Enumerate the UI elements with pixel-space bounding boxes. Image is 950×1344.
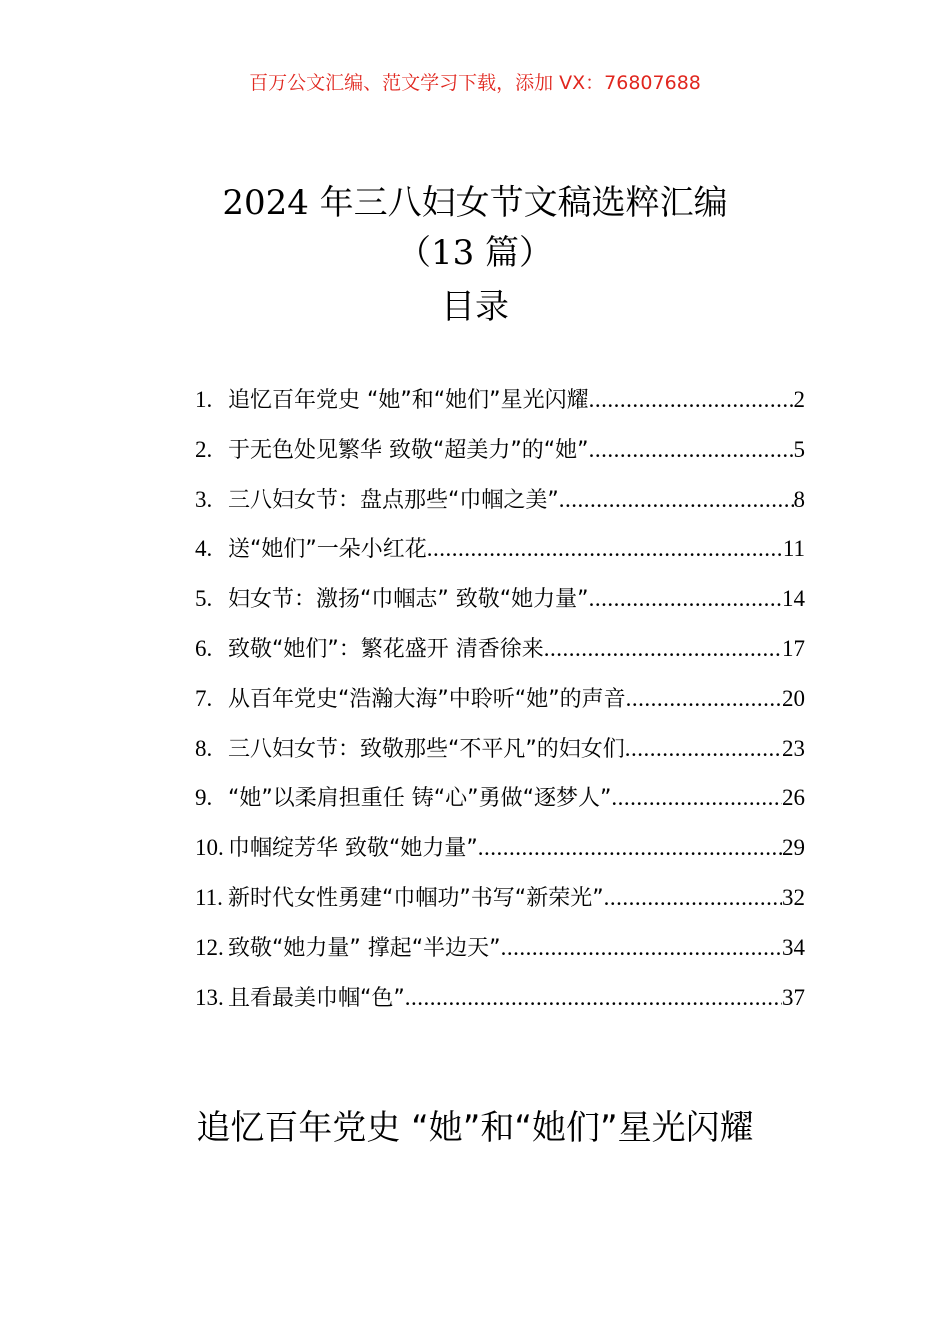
- toc-entry-leader: [611, 785, 782, 811]
- toc-entry-title: 新时代女性勇建“巾帼功”书写“新荣光”: [228, 885, 604, 911]
- document-subtitle: （13 篇）: [396, 233, 554, 273]
- toc-entry[interactable]: [195, 682, 805, 732]
- toc-entry-leader: [559, 487, 794, 513]
- toc-entry-number: 7.: [195, 685, 213, 711]
- title-block: [0, 178, 950, 330]
- toc-entry[interactable]: [195, 831, 805, 881]
- toc-entry-title: 致敬“她们”：繁花盛开 清香徐来: [228, 636, 544, 662]
- toc-entry-title: 三八妇女节：致敬那些“不平凡”的妇女们: [228, 736, 625, 762]
- section-heading: 追忆百年党史 “她”和“她们”星光闪耀: [196, 1108, 754, 1148]
- toc-entry-number: 10.: [195, 835, 224, 861]
- toc-entry[interactable]: [195, 931, 805, 981]
- toc-entry-leader: [427, 536, 783, 562]
- toc-entry-title: 追忆百年党史 “她”和“她们”星光闪耀: [228, 388, 589, 413]
- toc-entry[interactable]: [195, 433, 805, 483]
- toc-entry-page: 8: [793, 486, 805, 512]
- toc-entry-title: 三八妇女节：盘点那些“巾帼之美”: [228, 487, 559, 513]
- toc-entry-number: 1.: [195, 387, 213, 412]
- toc-entry-number: 8.: [195, 735, 213, 761]
- toc-entry-number: 5.: [195, 586, 213, 612]
- toc-entry-leader: [405, 985, 782, 1011]
- toc-entry-number: 9.: [195, 785, 213, 811]
- toc-entry-number: 4.: [195, 536, 213, 562]
- toc-entry-leader: [625, 736, 782, 762]
- toc-entry[interactable]: [195, 383, 805, 433]
- toc-entry-page: 23: [782, 735, 805, 761]
- toc-entry[interactable]: [195, 781, 805, 831]
- toc-entry-number: 11.: [195, 884, 223, 910]
- toc-entry-leader: [501, 935, 782, 961]
- toc-entry-leader: [589, 387, 794, 413]
- toc-entry-title: 送“她们”一朵小红花: [228, 537, 427, 563]
- toc-entry-page: 5: [793, 436, 805, 462]
- toc-entry-page: 37: [782, 984, 805, 1010]
- toc-entry-leader: [626, 686, 782, 712]
- toc-entry[interactable]: [195, 881, 805, 931]
- toc-entry-page: 29: [782, 835, 805, 861]
- toc-entry[interactable]: [195, 981, 805, 1031]
- toc-entry[interactable]: [195, 532, 805, 582]
- toc-entry-title: 致敬“她力量” 撑起“半边天”: [228, 935, 501, 961]
- table-of-contents: [195, 383, 805, 1030]
- toc-entry-leader: [604, 885, 782, 911]
- toc-entry-leader: [589, 586, 782, 612]
- toc-entry[interactable]: [195, 483, 805, 533]
- toc-entry-page: 2: [793, 387, 805, 412]
- toc-entry-page: 32: [782, 884, 805, 910]
- toc-entry-number: 2.: [195, 436, 213, 462]
- toc-heading: 目录: [441, 287, 509, 327]
- toc-entry-number: 3.: [195, 486, 213, 512]
- toc-entry-number: 6.: [195, 635, 213, 661]
- toc-entry-page: 20: [782, 685, 805, 711]
- toc-entry-number: 13.: [195, 984, 224, 1010]
- toc-entry-title: “她”以柔肩担重任 铸“心”勇做“逐梦人”: [228, 786, 612, 812]
- toc-entry-page: 14: [782, 586, 805, 612]
- toc-entry[interactable]: [195, 632, 805, 682]
- toc-entry-title: 于无色处见繁华 致敬“超美力”的“她”: [228, 437, 589, 463]
- toc-entry-page: 17: [782, 635, 805, 661]
- toc-entry-title: 且看最美巾帼“色”: [228, 985, 405, 1011]
- toc-entry-leader: [589, 437, 794, 463]
- toc-entry-number: 12.: [195, 934, 224, 960]
- toc-entry-title: 从百年党史“浩瀚大海”中聆听“她”的声音: [228, 686, 626, 712]
- toc-entry-title: 妇女节：激扬“巾帼志” 致敬“她力量”: [228, 587, 589, 613]
- toc-entry[interactable]: [195, 732, 805, 782]
- document-title: 2024 年三八妇女节文稿选粹汇编: [222, 183, 728, 223]
- toc-entry-page: 26: [782, 785, 805, 811]
- toc-entry-leader: [478, 835, 782, 861]
- toc-entry[interactable]: [195, 582, 805, 632]
- header-note: 百万公文汇编、范文学习下载，添加 VX：76807688: [249, 72, 701, 94]
- toc-entry-page: 11: [782, 536, 805, 562]
- toc-entry-page: 34: [782, 934, 805, 960]
- toc-entry-title: 巾帼绽芳华 致敬“她力量”: [228, 836, 478, 862]
- toc-entry-leader: [544, 636, 782, 662]
